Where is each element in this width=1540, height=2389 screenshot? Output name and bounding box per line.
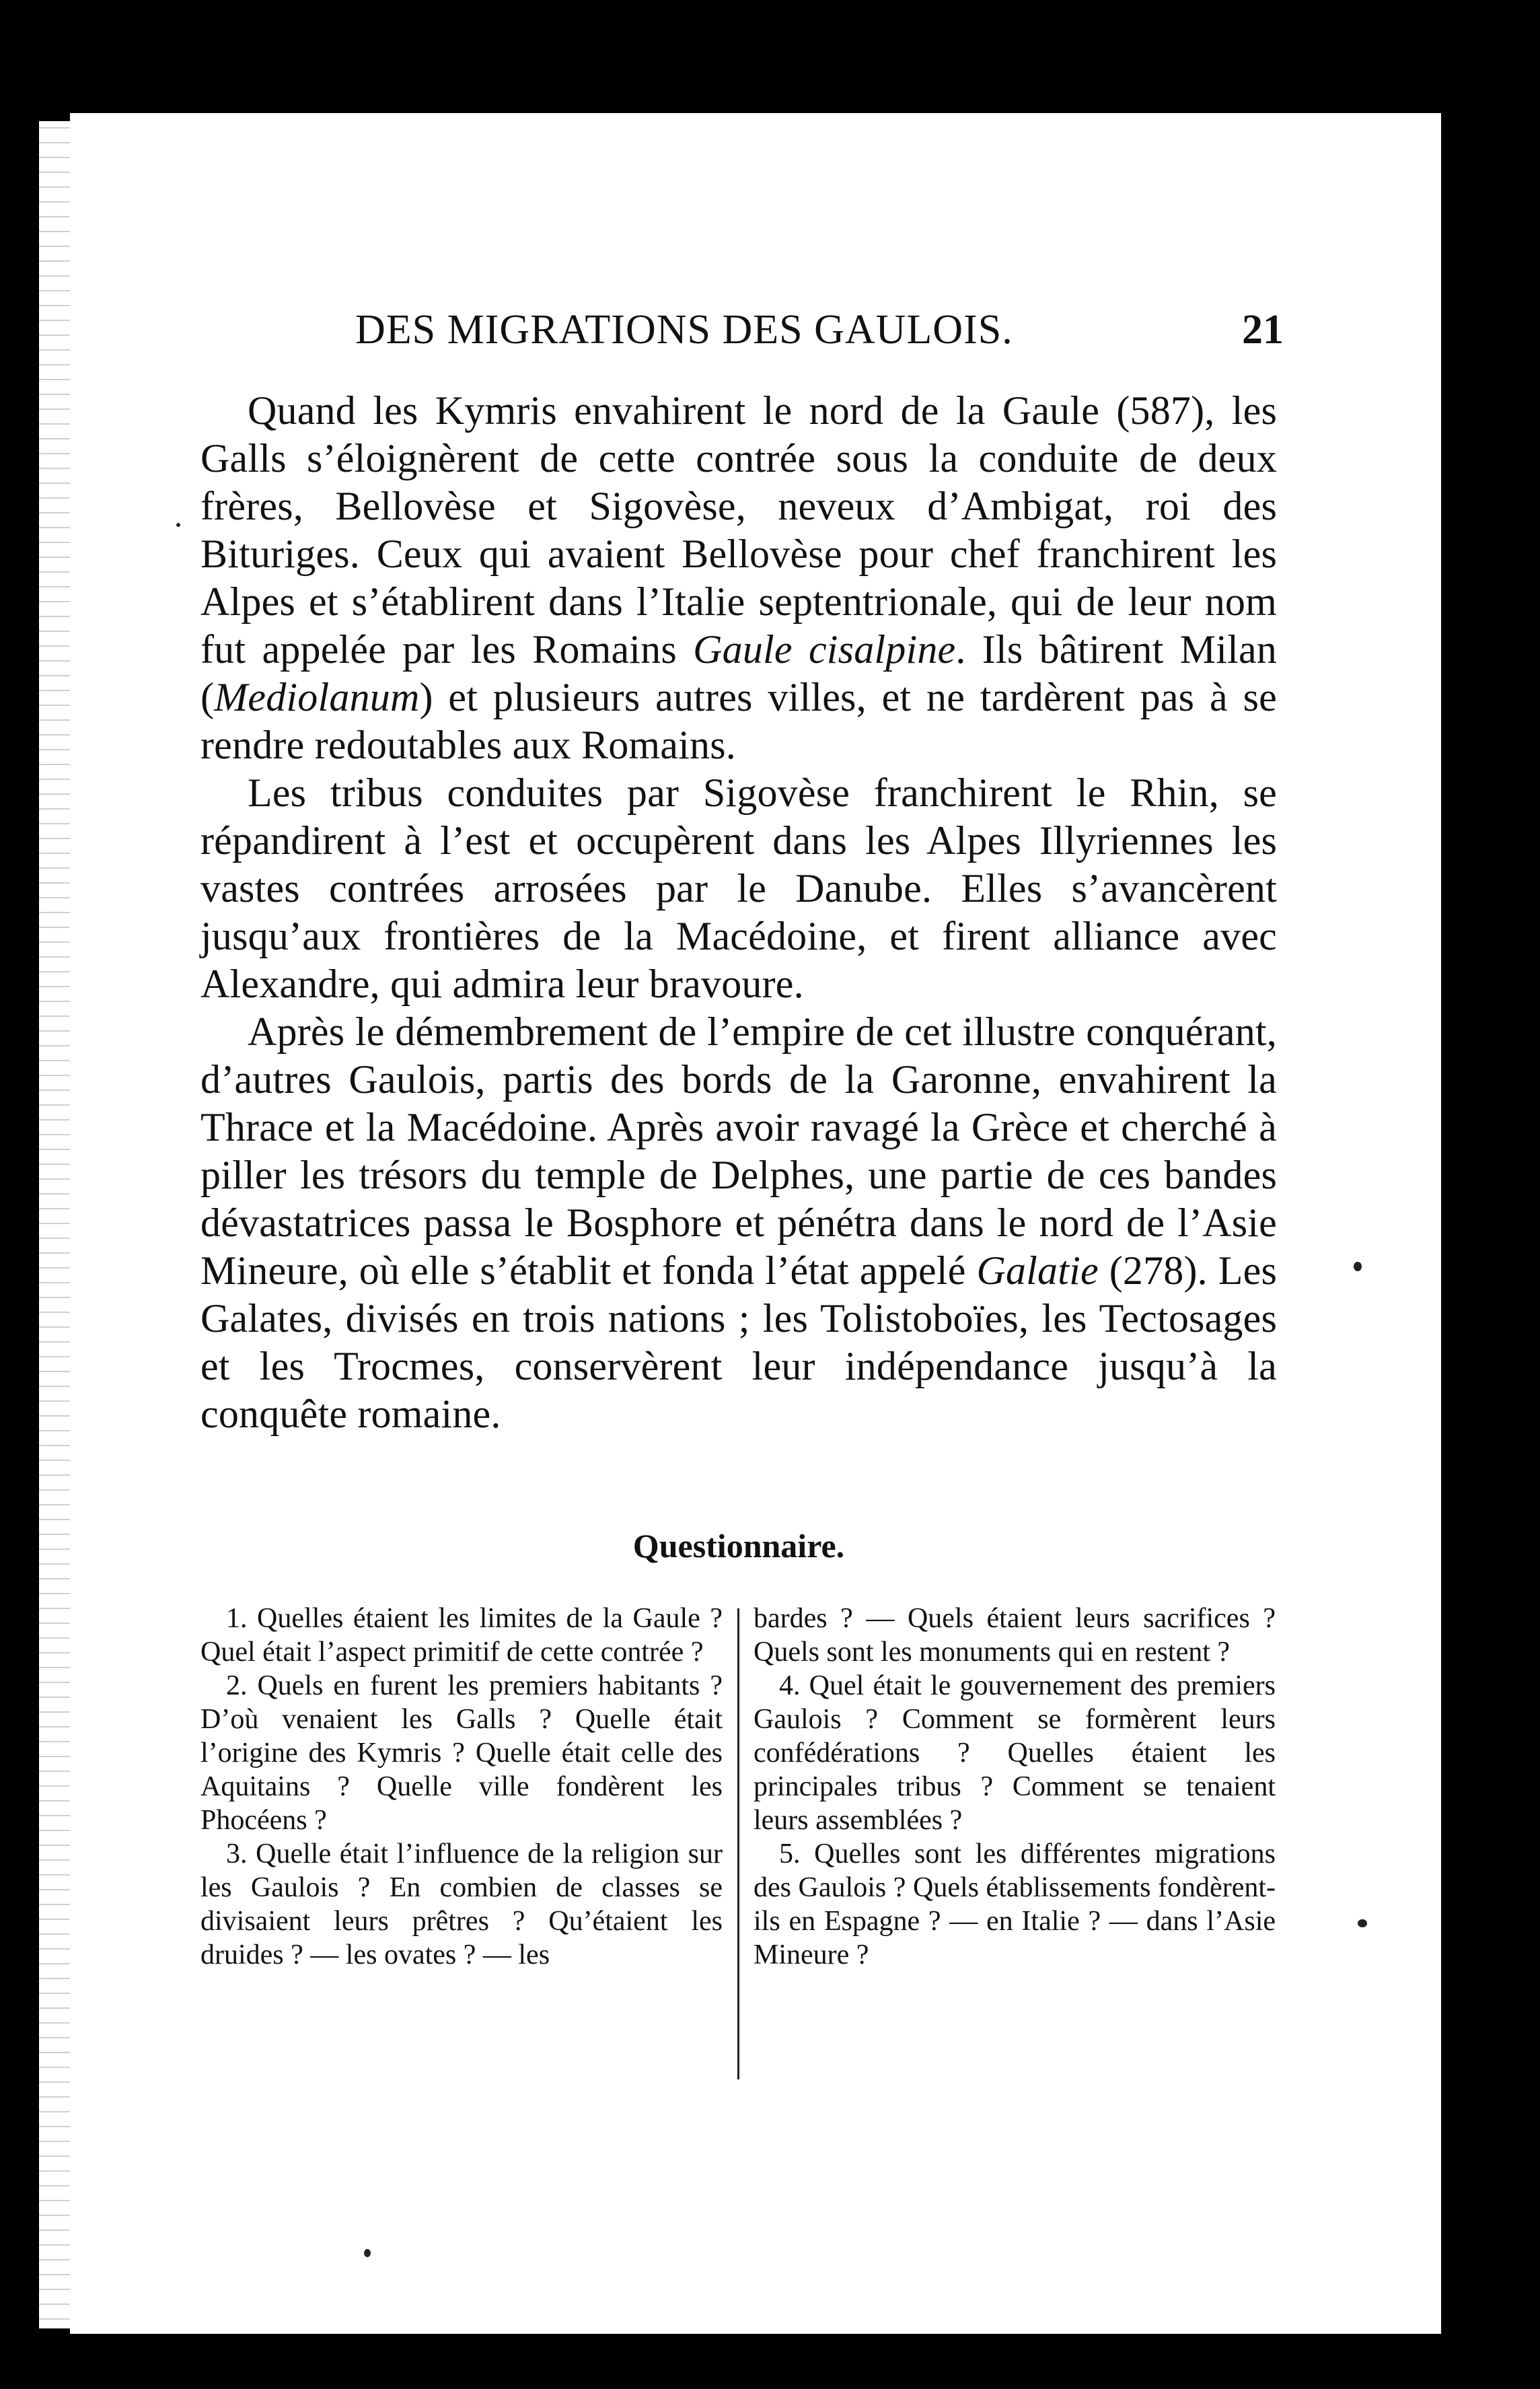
question-4: 4. Quel était le gouvernement des premiers Gaulois ? Comment se formèrent leurs confédérations ? Quelles étaient les principales tribus ? Comment se tenaient leurs assemblées ? [754,1670,1276,1836]
paragraph-3-text-a: Après le démembrement de l’empire de cet illustre conquérant, d’autres Gaulois, partis des bords de la Garonne, envahirent la Thrace et la Macédoine. Après avoir ravagé la Grèce et cherché à piller les trésors du temple de Delphes, une partie de ces bandes dévastatrices passa le Bosphore et pénétra dans le nord de l’Asie Mineure, où elle s’établit et fonda l’état appelé [200,1009,1277,1293]
questionnaire-left-column [200,1602,723,1972]
page-number: 21 [1242,307,1284,353]
paragraph-1 [200,387,1277,769]
paragraph-3 [200,1008,1277,1438]
question-2: 2. Quels en furent les premiers habitants ? D’où venaient les Galls ? Quelle était l’origine des Kymris ? Quelle était celle des Aquitains ? Quelle ville fondèrent les Phocéens ? [200,1670,723,1836]
questionnaire-title: Questionnaire. [632,1527,845,1565]
paragraph-2: Les tribus conduites par Sigovèse franchirent le Rhin, se répandirent à l’est et occupèrent dans les Alpes Illyriennes les vastes contrées arrosées par le Danube. Elles s’avancèrent jusqu’aux frontières de la Macédoine, et firent alliance avec Alexandre, qui admira leur bravoure. [200,771,1277,1006]
questionnaire-right-column [754,1602,1276,1972]
questionnaire [200,1602,1277,2086]
running-title: DES MIGRATIONS DES GAULOIS. [355,307,1013,353]
question-1: 1. Quelles étaient les limites de la Gaule ? Quel était l’aspect primitif de cette contrée ? [200,1603,723,1668]
paragraph-1-italic-2: Mediolanum [214,675,420,719]
question-3: 3. Quelle était l’influence de la religion sur les Gaulois ? En combien de classes se divisaient leurs prêtres ? Qu’étaient les druides ? — les ovates ? — les [200,1839,723,1970]
ink-speck [1358,1919,1367,1927]
main-text [200,387,1277,1438]
question-3-continued: bardes ? — Quels étaient leurs sacrifices ? Quels sont les monuments qui en restent ? [754,1603,1276,1668]
paragraph-3-text-b: (278). Les Galates, divisés en trois nations ; les Tolistoboïes, les Tectosages et les Trocmes, conservèrent leur indépendance jusqu’à la conquête romaine. [200,1248,1277,1436]
column-divider [737,1608,739,2079]
paragraph-1-text-b: . Ils bâtirent Milan ( [200,627,1277,719]
question-5: 5. Quelles sont les différentes migrations des Gaulois ? Quels établissements fondèrent-ils en Espagne ? — en Italie ? — dans l’Asie Mineure ? [754,1839,1276,1970]
running-head [355,306,1284,360]
paragraph-3-italic-1: Galatie [976,1248,1099,1293]
ink-speck [364,2249,371,2257]
ink-speck [1354,1262,1362,1271]
page-gutter-edge [39,121,70,2328]
paragraph-1-text-c: ) et plusieurs autres villes, et ne tardèrent pas à se rendre redoutables aux Romains. [200,675,1277,767]
paragraph-1-text-a: Quand les Kymris envahirent le nord de la Gaule (587), les Galls s’éloignèrent de cette contrée sous la conduite de deux frères, Bellovèse et Sigovèse, neveux d’Ambigat, roi des Bituriges. Ceux qui avaient Bellovèse pour chef franchirent les Alpes et s’établirent dans l’Italie septentrionale, qui de leur nom fut appelée par les Romains [200,388,1277,672]
ink-speck [176,523,180,527]
paragraph-1-italic-1: Gaule cisalpine [693,627,956,672]
